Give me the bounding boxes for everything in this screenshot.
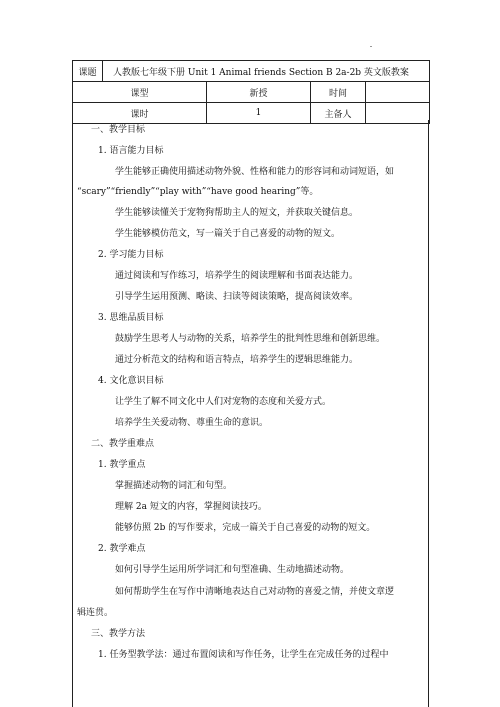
time-value [366,82,430,103]
body-text: 如何帮助学生在写作中清晰地表达自己对动物的喜爱之情，并使文章逻 [115,587,395,597]
body-text: 学生能够模仿范文，写一篇关于自己喜爱的动物的短文。 [115,229,341,239]
preparer-label: 主备人 [311,103,366,124]
body-text: 通过分析范文的结构和语言特点，培养学生的逻辑思维能力。 [115,355,359,365]
body-text: 引导学生运用预测、略读、扫读等阅读策略，提高阅读效率。 [115,292,359,302]
body-text: 1. 任务型教学法：通过布置阅读和写作任务，让学生在完成任务的过程中 [98,650,389,660]
body-text: 理解 2a 短文的内容，掌握阅读技巧。 [115,502,267,512]
lesson-plan-body [72,120,429,707]
subheading: 2. 教学难点 [98,544,146,554]
course-row [73,61,430,82]
course-label: 课题 [73,61,103,82]
body-text: 鼓励学生思考人与动物的关系，培养学生的批判性思维和创新思维。 [115,334,386,344]
section-heading: 二、教学重难点 [91,439,155,449]
body-text: 能够仿照 2b 的写作要求，完成一篇关于自己喜爱的动物的短文。 [115,523,376,533]
type-label: 课型 [73,82,207,103]
body-text: 学生能够读懂关于宠物狗帮助主人的短文，并获取关键信息。 [115,208,359,218]
type-row [73,82,430,103]
body-text: 学生能够正确使用描述动物外貌、性格和能力的形容词和动词短语，如 [115,167,395,177]
period-label: 课时 [73,103,207,124]
decorative-dot [370,46,372,47]
body-text: 通过阅读和写作练习，培养学生的阅读理解和书面表达能力。 [115,271,359,281]
body-text: 让学生了解不同文化中人们对宠物的态度和关爱方式。 [115,397,332,407]
lesson-header-table [72,60,430,124]
subheading: 2. 学习能力目标 [98,250,164,260]
course-title: 人教版七年级下册 Unit 1 Animal friends Section B 2a-2b 英文版教案 [103,61,430,82]
subheading: 1. 教学重点 [98,460,146,470]
section-heading: 一、教学目标 [91,125,146,135]
subheading: 3. 思维品质目标 [98,313,164,323]
time-label: 时间 [311,82,366,103]
period-value: 1 [207,103,311,124]
body-text: 培养学生关爱动物、尊重生命的意识。 [115,418,269,428]
body-text: 掌握描述动物的词汇和句型。 [115,481,233,491]
type-value: 新授 [207,82,311,103]
body-text: 如何引导学生运用所学词汇和句型准确、生动地描述动物。 [115,565,350,575]
body-text: 辑连贯。 [77,608,114,618]
section-heading: 三、教学方法 [91,629,146,639]
body-text: “scary”“friendly”“play with”“have good hearing”等。 [77,187,319,197]
subheading: 4. 文化意识目标 [98,376,164,386]
subheading: 1. 语言能力目标 [98,146,164,156]
